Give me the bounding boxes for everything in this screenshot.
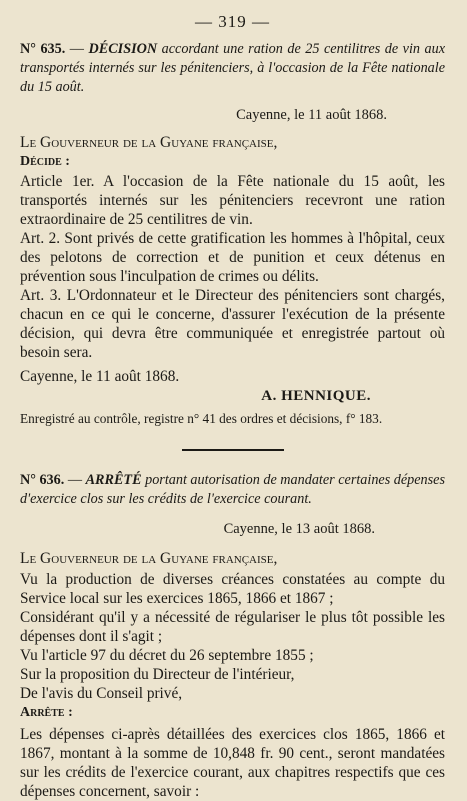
decision-signature: A. HENNIQUE. (261, 388, 371, 404)
arrete-heading (20, 471, 445, 509)
consideration-item: Sur la proposition du Directeur de l'intérieur, (20, 666, 295, 683)
section-divider (182, 449, 284, 451)
decision-article-2: Art. 2. Sont privés de cette gratification les hommes à l'hôpital, ceux des pelotons de correction et de punition et ceux détenus en prévention sous l'inculpation de crimes ou délits. (20, 230, 445, 285)
arrete-636 (20, 471, 445, 801)
decision-heading (20, 40, 445, 97)
arrete-text: Les dépenses ci-après détaillées des exercices clos 1865, 1866 et 1867, montant à la somme de 10,848 fr. 90 cent., seront mandatées sur les crédits de l'exercice courant, aux chapitres respectifs que ces dépenses concernent, savoir : (20, 726, 445, 800)
decision-article-3: Art. 3. L'Ordonnateur et le Directeur des pénitenciers sont chargés, chacun en ce qui le concerne, d'assurer l'exécution de la présente décision, qui devra être communiquée et enregistrée partout où besoin sera. (20, 287, 445, 361)
arrete-keyword: ARRÊTÉ (85, 472, 142, 488)
page-number: — 319 — (195, 12, 270, 31)
arrete-label: Arrête : (20, 705, 73, 720)
decision-closing-date: Cayenne, le 11 août 1868. (20, 368, 180, 385)
decision-dash: — (65, 41, 89, 57)
decision-635 (20, 40, 445, 427)
consideration-item: Vu l'article 97 du décret du 26 septembre 1855 ; (20, 647, 314, 664)
decision-article-1: Article 1er. A l'occasion de la Fête nationale du 15 août, les transportés internés sur les pénitenciers recevront une ration extraordinaire de 25 centilitres de vin. (20, 173, 445, 228)
decision-title: accordant une ration de 25 centilitres de vin aux transportés internés sur les pénitenciers, à l'occasion de la Fête nationale du 15 août. (20, 41, 446, 95)
arrete-number: N° 636. (20, 472, 65, 488)
decision-dateline: Cayenne, le 11 août 1868. (236, 107, 387, 123)
arrete-considerations (20, 570, 445, 703)
arrete-dateline: Cayenne, le 13 août 1868. (223, 521, 375, 537)
decision-governor: Le Gouverneur de la Guyane française, (20, 134, 278, 151)
decision-decide: Décide : (20, 154, 70, 169)
consideration-item: De l'avis du Conseil privé, (20, 685, 183, 702)
arrete-title: portant autorisation de mandater certaines dépenses d'exercice clos sur les crédits de l'exercice courant. (20, 472, 445, 507)
decision-number: N° 635. (20, 41, 66, 57)
arrete-dash: — (64, 472, 86, 488)
consideration-item: Vu la production de diverses créances constatées au compte du Service local sur les exercices 1865, 1866 et 1867 ; (20, 571, 445, 607)
arrete-governor: Le Gouverneur de la Guyane française, (20, 550, 278, 567)
consideration-item: Considérant qu'il y a nécessité de régulariser le plus tôt possible les dépenses dont il s'agit ; (20, 609, 445, 645)
decision-registration: Enregistré au contrôle, registre n° 41 des ordres et décisions, f° 183. (20, 411, 383, 426)
decision-keyword: DÉCISION (88, 41, 158, 57)
